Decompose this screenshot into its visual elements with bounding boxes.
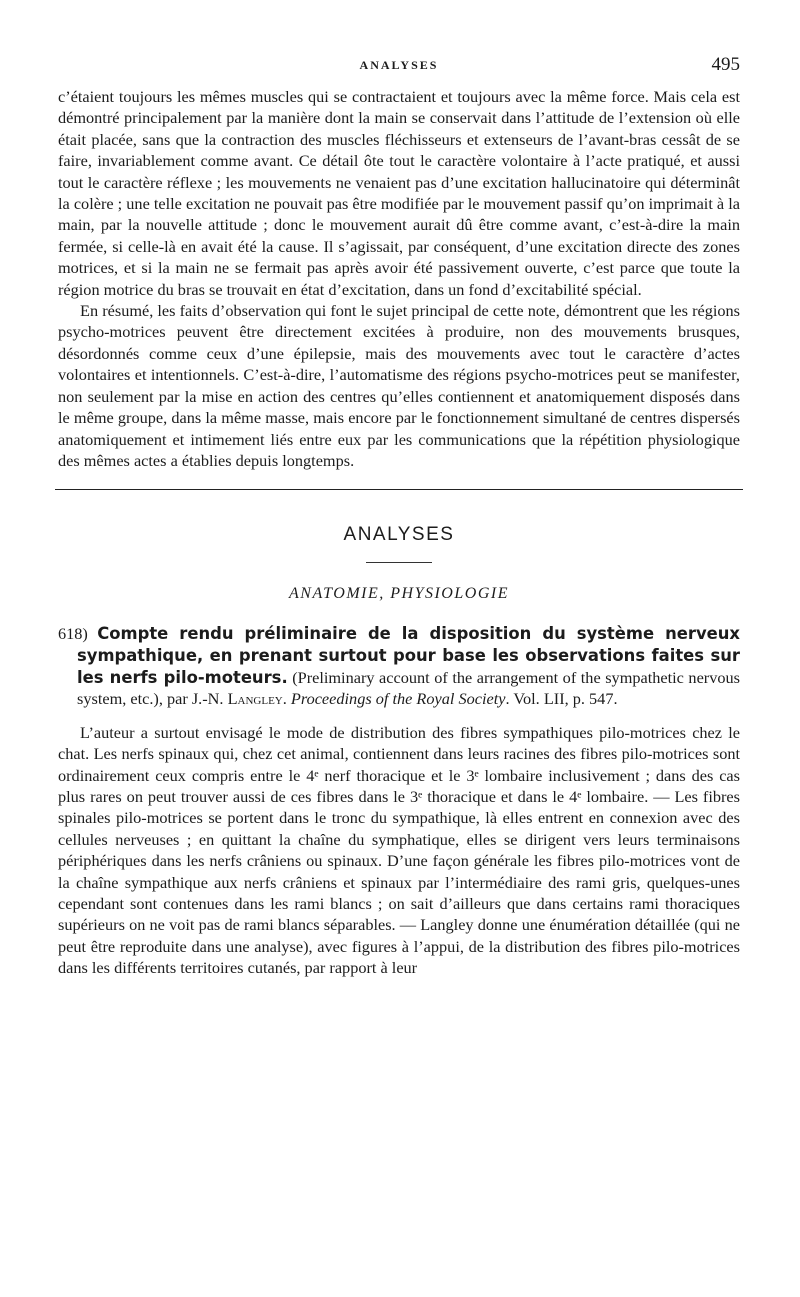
running-header [58, 54, 740, 78]
section-divider [55, 489, 743, 490]
entry-number: 618) [58, 624, 88, 644]
document-page [58, 54, 740, 979]
page-number: 495 [711, 54, 740, 75]
summary-paragraph: En résumé, les faits d’observation qui font le sujet principal de cette note, démontrent que les régions psycho-motrices peuvent être directement excitées à produire, non des mouvements brusques, désordonnés comme ceux d’une épilepsie, mais des mouvements avec tout le caractère d’actes volontaires et intentionnels. C’est-à-dire, l’automatisme des régions psycho-motrices peut se manifester, non seulement par la mise en action des centres qu’elles contiennent et anatomiquement disposés dans le même groupe, dans la même masse, mais encore par le fonctionnement simultané de centres dispersés anatomiquement et intimement liés entre eux par les communications que la répétition physiologique des mêmes actes a établies depuis longtemps. [58, 301, 740, 470]
analysis-entry: 618) Compte rendu préliminaire de la disposition du système nerveux sympathique, en prenant surtout pour base les observations faites sur les nerfs pilo-moteurs. (Preliminary account of the arrangement of the sympathetic nervous system, etc.), par J.-N. Langley. Proceedings of the Royal Society. Vol. LII, p. 547. [58, 624, 740, 709]
entry-title: Compte rendu préliminaire de la disposition du système nerveux sympathique, en prenant surtout pour base les observations faites sur les nerfs pilo-moteurs. [77, 624, 740, 687]
section-title: ANALYSES [343, 524, 455, 546]
review-paragraph: L’auteur a surtout envisagé le mode de distribution des fibres sympathiques pilo-motrices chez le chat. Les nerfs spinaux qui, chez cet animal, contiennent dans leurs racines des fibres pilo-motrices sont ordinairement ceux compris entre le 4ᵉ nerf thoracique et le 3ᵉ lombaire inclusivement ; dans des cas plus rares on peut trouver aussi de ces fibres dans le 3ᵉ thoracique et dans le 4ᵉ lombaire. — Les fibres spinales pilo-motrices se portent dans le tronc du sympathique, là elles entrent en connexion avec des cellules nerveuses ; en quittant la chaîne du symphatique, elles se dirigent vers leurs terminaisons périphériques dans les nerfs crâniens ou spinaux. D’une façon générale les fibres pilo-motrices vont de la chaîne sympathique aux nerfs crâniens et spinaux par l’intermédiaire des rami gris, quelques-unes cependant sont contenues dans les rami blancs ; on sait d’ailleurs que dans certains rami thoraciques supérieurs on ne voit pas de rami blancs séparables. — Langley donne une énumération détaillée (qui ne peut être reproduite dans une analyse), avec figures à l’appui, de la distribution des fibres pilo-motrices dans les différents territoires cutanés, par rapport à leur [58, 722, 740, 978]
subsection-title: ANATOMIE, PHYSIOLOGIE [289, 585, 509, 603]
entry-citation: (Preliminary account of the arrangement of the sympathetic nervous system, etc.), par J.-N. [77, 667, 740, 709]
entry-volume: Vol. LII, p. 547. [513, 689, 618, 709]
short-divider [366, 562, 432, 563]
entry-author: Langley [227, 689, 283, 709]
running-title: ANALYSES [359, 58, 439, 72]
continued-paragraph: c’étaient toujours les mêmes muscles qui se contractaient et toujours avec la même force. Mais cela est démontré principalement par la manière dont la main se conservait dans l’attitude de l’extension où elle était placée, sans que la contraction des muscles fléchisseurs et extenseurs de l’avant-bras cessât de se faire, invariablement comme avant. Ce détail ôte tout le caractère volontaire à l’acte pratiqué, et aussi tout le caractère réflexe ; les mouvements ne venaient pas d’une excitation hallucinatoire qui déterminât la colère ; une telle excitation ne pouvait pas être modifiée par le mouvement passif qu’on imprimait à la main, par la nouvelle attitude ; donc le mouvement aurait dû être comme avant, c’est-à-dire la main fermée, si celle-là en avait été la cause. Il s’agissait, par conséquent, d’une excitation directe des zones motrices, et si la main ne se fermait pas après avoir été passivement ouverte, c’est parce que toute la région motrice du bras se trouvait en état d’excitation, dans un fond d’excitabilité spécial. [58, 87, 740, 299]
entry-journal: Proceedings of the Royal Society [290, 689, 506, 709]
